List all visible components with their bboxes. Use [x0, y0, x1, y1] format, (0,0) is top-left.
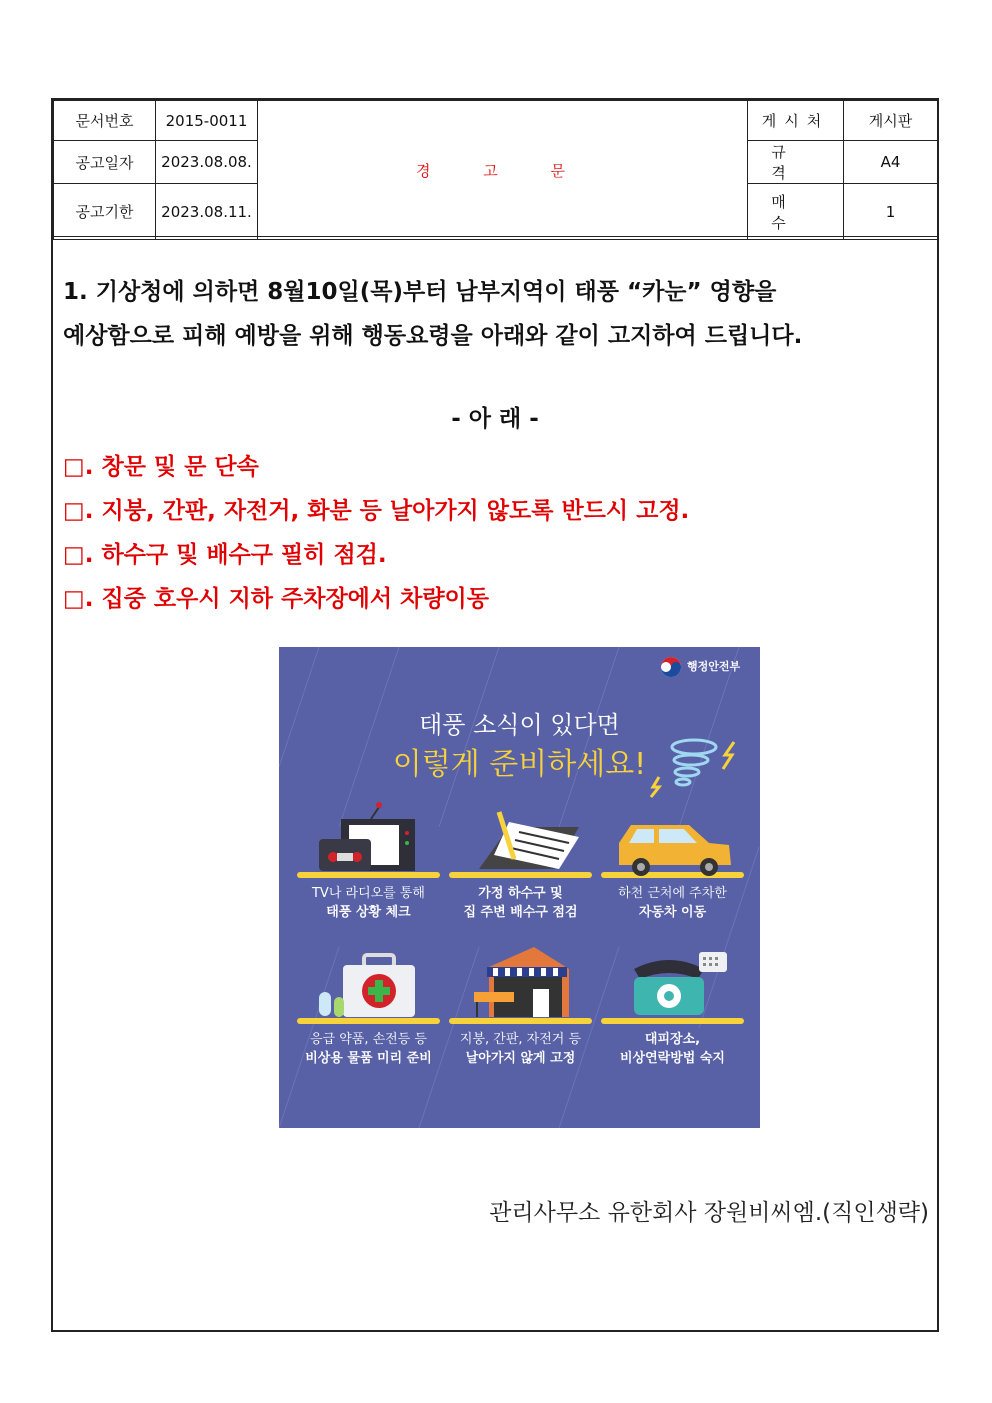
- post-place: 게시판: [844, 101, 938, 141]
- tip-line-2: 태풍 상황 체크: [326, 905, 411, 920]
- tip-card: [596, 884, 749, 922]
- typhoon-poster: [279, 647, 760, 1128]
- header-table: [53, 100, 938, 240]
- document-title: 경 고 문: [258, 101, 748, 240]
- action-item: □. 지붕, 간판, 자전거, 화분 등 날아가지 않도록 반드시 고정.: [63, 498, 690, 524]
- arae-heading: - 아 래 -: [451, 406, 539, 432]
- header-divider: [53, 236, 937, 237]
- tip-line-1: 응급 약품, 손전등 등: [310, 1032, 427, 1047]
- body-line-1: 1. 기상청에 의하면 8월10일(목)부터 남부지역이 태풍 “카눈” 영향을: [63, 279, 777, 305]
- tip-card: [444, 1030, 597, 1068]
- ministry-name: 행정안전부: [687, 660, 741, 673]
- tip-line-1: 지붕, 간판, 자전거 등: [459, 1032, 582, 1047]
- doc-number-label: 문서번호: [54, 101, 156, 141]
- tip-line-1: 가정 하수구 및: [478, 886, 563, 901]
- doc-number: 2015-0011: [156, 101, 258, 141]
- notice-period-label: 공고기한: [54, 184, 156, 240]
- action-item: □. 집중 호우시 지하 주차장에서 차량이동: [63, 586, 489, 612]
- count-value: 1: [844, 184, 938, 240]
- action-item: □. 하수구 및 배수구 필히 점검.: [63, 542, 387, 568]
- car-icon: [619, 825, 731, 876]
- action-item: □. 창문 및 문 단속: [63, 454, 259, 480]
- notice-date-label: 공고일자: [54, 141, 156, 184]
- tip-card: [444, 884, 597, 922]
- body-line-2: 예상함으로 피해 예방을 위해 행동요령을 아래와 같이 고지하여 드립니다.: [63, 323, 803, 349]
- notice-period: 2023.08.11.: [156, 184, 258, 240]
- post-place-label: 게시처: [748, 101, 844, 141]
- tip-line-2: 집 주변 배수구 점검: [463, 905, 578, 920]
- tip-line-2: 자동차 이동: [638, 905, 707, 920]
- tip-line-1: TV나 라디오를 통해: [311, 886, 425, 901]
- tip-line-1: 하천 근처에 주차한: [618, 886, 727, 901]
- poster-headline-1: 태풍 소식이 있다면: [419, 711, 620, 739]
- tip-line-2: 비상연락방법 숙지: [620, 1051, 725, 1066]
- notice-body: [63, 270, 933, 358]
- tip-line-2: 비상용 물품 미리 준비: [305, 1051, 432, 1066]
- count-label: 매수: [748, 184, 844, 240]
- taegeuk-icon: [661, 657, 681, 677]
- tip-line-2: 날아가지 않게 고정: [465, 1051, 576, 1066]
- tv-radio-icon: [319, 802, 415, 871]
- size-label: 규격: [748, 141, 844, 184]
- house-icon: [474, 947, 569, 1017]
- signature: 관리사무소 유한회사 장원비씨엠.(직인생략): [489, 1200, 929, 1226]
- action-list: [63, 445, 689, 621]
- notice-date: 2023.08.08.: [156, 141, 258, 184]
- poster-headline-2: 이렇게 준비하세요!: [392, 747, 647, 782]
- tip-line-1: 대피장소,: [644, 1032, 701, 1047]
- size-value: A4: [844, 141, 938, 184]
- tip-card: [292, 1030, 445, 1068]
- telephone-icon: [634, 952, 727, 1015]
- tip-card: [292, 884, 445, 922]
- tip-card: [596, 1030, 749, 1068]
- drain-icon: [479, 812, 579, 869]
- notice-document: [51, 98, 939, 1332]
